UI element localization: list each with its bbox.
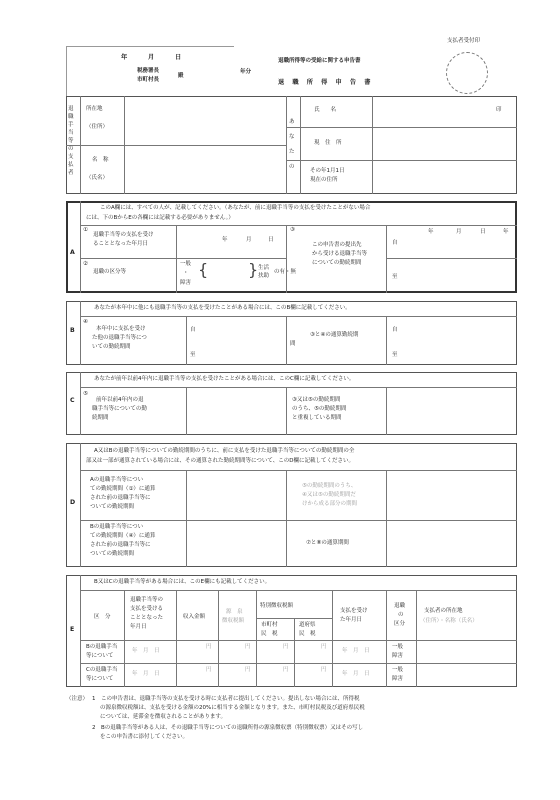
payer-address-label: 所在地	[86, 106, 103, 112]
header-month: 月	[148, 54, 155, 61]
shogai-label: 障害	[180, 280, 192, 286]
note-1-line-2: の源泉徴収税額は、支払を受ける金額の20%に相当する金額となります。また、市町村民税及び道府県民税	[100, 705, 365, 711]
item4-text-1: 本年中に支払を受け	[96, 326, 146, 332]
section-d-intro-1: A又はBの退職手当等についての勤続期間のうちに、前に支払を受けた退職手当等についての勤続期間の全	[94, 448, 355, 454]
seikatsu-2: 扶助	[258, 273, 270, 279]
col-withheld-1: 源 泉	[226, 609, 243, 615]
col-date-2: 支払を受ける	[130, 606, 164, 612]
item5-text-3: 続期間	[92, 415, 109, 421]
note-1-line-1: 1 この申告書は、退職手当等の支払を受ける時に支払者に提出してください。提出しない場合には、所得税	[92, 696, 360, 702]
row-c-yen-2: 円	[245, 667, 251, 673]
item7-text-1: Bの退職手当等につい	[90, 524, 144, 530]
addressee-tax-office: 税務署長	[137, 68, 160, 74]
col-date-1: 退職手当等の	[130, 597, 164, 603]
item4-text-2: た他の退職手当等につ	[92, 335, 147, 341]
payer-name-sub: （氏名）	[86, 175, 109, 181]
section-a-intro-1: このA欄には、すべての人が、記載してください。（あなたが、前に退職手当等の支払を受けたことがない場合	[100, 205, 371, 211]
col-payer-1: 支払者の所在地	[424, 608, 463, 614]
item5-text-1: 前年以前4年内の退	[96, 397, 144, 403]
row-b-yen-3: 円	[283, 644, 289, 650]
notes-label: （注意）	[66, 696, 89, 702]
b-from: 自	[190, 327, 196, 333]
col-pref-2: 民 税	[299, 631, 316, 637]
col-retire-3: 区分	[394, 621, 406, 627]
row-b-shogai: 障害	[392, 653, 404, 659]
row-b-label-2: 等について	[86, 653, 114, 659]
col-city-2: 民 税	[261, 631, 278, 637]
section-a-letter: A	[70, 249, 75, 256]
item2-text: 退職の区分等	[93, 269, 127, 275]
item-d2-text-2: ④又は⑤の勤続期間だ	[302, 492, 356, 498]
item1-text-2: ることとなった年月日	[93, 241, 149, 247]
seikatsu-1: 生活	[258, 265, 270, 271]
row-b-yen-4: 円	[321, 644, 327, 650]
item-b2-text-2: 間	[290, 341, 296, 347]
item7-text-4: ついての勤続期間	[90, 551, 135, 557]
section-e-intro: B又はCの退職手当等がある場合には、このE欄にも記載してください。	[94, 579, 271, 585]
item3-to: 至	[392, 274, 398, 280]
item-d2-text-3: けから成る部分の期間	[302, 501, 358, 507]
item3-text-3: についての勤続期間	[312, 260, 362, 266]
col-date-4: 年月日	[130, 624, 147, 630]
umu-label: の有・無	[274, 269, 297, 275]
row-c-date: 年 月 日	[132, 671, 160, 677]
item3-from-month: 月	[456, 229, 462, 235]
row-b-label-1: Bの退職手当	[86, 644, 118, 650]
left-bracket: {	[198, 260, 209, 279]
item-d4-text: ⑦と⑧の通算期間	[306, 540, 349, 546]
right-bracket: }	[248, 260, 259, 279]
b2-from: 自	[392, 327, 398, 333]
col-paid-1: 支払を受け	[340, 608, 368, 614]
item-b2-text: ③と④の通算勤続期	[310, 332, 359, 338]
item-c2-text-3: と重複している期間	[292, 415, 342, 421]
item6-text-3: された前の退職手当等に	[90, 495, 151, 501]
row-c-shogai: 障害	[392, 676, 404, 682]
item2-num: ②	[83, 261, 88, 267]
item7-text-2: ての勤続期間（④）に通算	[90, 533, 156, 539]
item3-num: ③	[290, 227, 295, 233]
row-c-yen-1: 円	[206, 667, 212, 673]
row-c-label-1: Cの退職手当	[86, 667, 118, 673]
section-c-letter: C	[70, 397, 75, 404]
form-title-2: 退 職 所 得 申 告 書	[278, 79, 372, 86]
receipt-stamp-circle	[446, 52, 488, 94]
col-special: 特別徴収税額	[260, 603, 294, 609]
row-b-ippan: 一般	[392, 644, 404, 650]
addressee-municipality: 市町村長	[137, 77, 160, 83]
item3-from-year: 年	[428, 229, 434, 235]
stamp-label: 支払者受付印	[447, 38, 481, 44]
item4-text-3: いての勤続期間	[92, 344, 131, 350]
row-c-yen-3: 円	[283, 667, 289, 673]
note-1-line-3: については、延滞金を徴収されることがあります。	[100, 714, 226, 720]
b2-to: 至	[392, 352, 398, 358]
item3-nen: 年	[503, 229, 509, 235]
header-year: 年	[121, 54, 128, 61]
b-to: 至	[190, 352, 196, 358]
note-2-line-1: 2 Bの退職手当等がある人は、その退職手当等についての退職所得の源泉徴収票（特別徴収票）又はその写し	[92, 725, 364, 731]
item-c2-text-2: のうち、⑤の勤続期間	[292, 406, 347, 412]
col-withheld-2: 徴収税額	[222, 618, 245, 624]
item6-text-2: ての勤続期間（①）に通算	[90, 486, 156, 492]
item-c2-text-1: ③又は⑤の勤続期間	[292, 397, 341, 403]
ippan-label: 一般	[180, 261, 192, 267]
item5-num: ⑤	[83, 391, 88, 397]
row-b-date: 年 月 日	[132, 648, 160, 654]
col-retire-2: の	[398, 612, 404, 618]
dot-separator: ・	[183, 270, 189, 276]
item1-day: 日	[268, 237, 274, 243]
col-pref-1: 道府県	[299, 622, 316, 628]
row-b-paid-date: 年 月 日	[342, 648, 370, 654]
item-d2-text-1: ⑤の勤続期間のうち、	[302, 483, 357, 489]
row-c-yen-4: 円	[321, 667, 327, 673]
jan1-address-label-1: その年1月1日	[310, 168, 345, 174]
row-b-yen-1: 円	[206, 644, 212, 650]
section-e-letter: E	[70, 626, 75, 633]
section-d-letter: D	[70, 499, 76, 506]
item3-text-2: から受ける退職手当等	[312, 251, 368, 257]
item1-num: ①	[83, 227, 88, 233]
payer-name-label: 名 称	[92, 157, 109, 163]
row-b-yen-2: 円	[245, 644, 251, 650]
item1-month: 月	[246, 237, 252, 243]
item1-year: 年	[222, 237, 228, 243]
col-paid-2: た年月日	[340, 617, 363, 623]
item4-num: ④	[83, 319, 88, 325]
year-part: 年分	[240, 69, 252, 75]
addressee-suffix: 殿	[178, 73, 184, 79]
note-2-line-2: をこの申告書に添付してください。	[100, 734, 189, 740]
section-b-intro: あなたが本年中に他にも退職手当等の支払を受けたことがある場合には、このB欄に記載してください。	[94, 305, 351, 311]
form-title-1: 退職所得等の受給に関する申告書	[278, 58, 361, 64]
seal-mark: 印	[496, 107, 502, 113]
jan1-address-label-2: 現在の住所	[310, 177, 338, 183]
item3-from: 自	[392, 240, 398, 246]
item5-text-2: 職手当等についての勤	[92, 406, 147, 412]
item6-text-4: ついての勤続期間	[90, 504, 135, 510]
col-retire-1: 退職	[394, 603, 406, 609]
row-c-label-2: 等について	[86, 676, 114, 682]
item3-text-1: この申告書の提出先	[312, 242, 362, 248]
col-payer-2: （住所）・名称（氏名）	[420, 618, 478, 624]
item6-text-1: Aの退職手当等につい	[90, 477, 144, 483]
col-city-1: 市町村	[261, 622, 278, 628]
col-date-3: こととなった	[130, 615, 164, 621]
item3-from-day: 日	[480, 229, 486, 235]
payer-address-sub: （住所）	[86, 124, 109, 130]
col-kubun: 区 分	[94, 614, 111, 620]
section-d-intro-2: 部又は一部が通算されている場合には、その通算された勤続期間等について、このD欄に記載してください。	[86, 458, 355, 464]
col-amount: 収入金額	[183, 614, 206, 620]
row-c-ippan: 一般	[392, 667, 404, 673]
section-c-intro: あなたが前年以前4年内に退職手当等の支払を受けたことがある場合には、このC欄に記載してください。	[94, 376, 355, 382]
payer-side-label: 退職手当等の支払者	[68, 106, 74, 176]
section-a-intro-2: には、下のBからEの各欄には記載する必要がありません。）	[86, 215, 234, 221]
item1-text-1: 退職手当等の支払を受け	[93, 232, 154, 238]
section-b-letter: B	[70, 327, 75, 334]
item7-text-3: された前の退職手当等に	[90, 542, 151, 548]
you-name-label: 氏 名	[314, 107, 337, 113]
current-address-label: 現 住 所	[314, 140, 342, 146]
you-side-label: あなたの	[289, 119, 295, 170]
row-c-paid-date: 年 月 日	[342, 671, 370, 677]
header-day: 日	[175, 54, 182, 61]
